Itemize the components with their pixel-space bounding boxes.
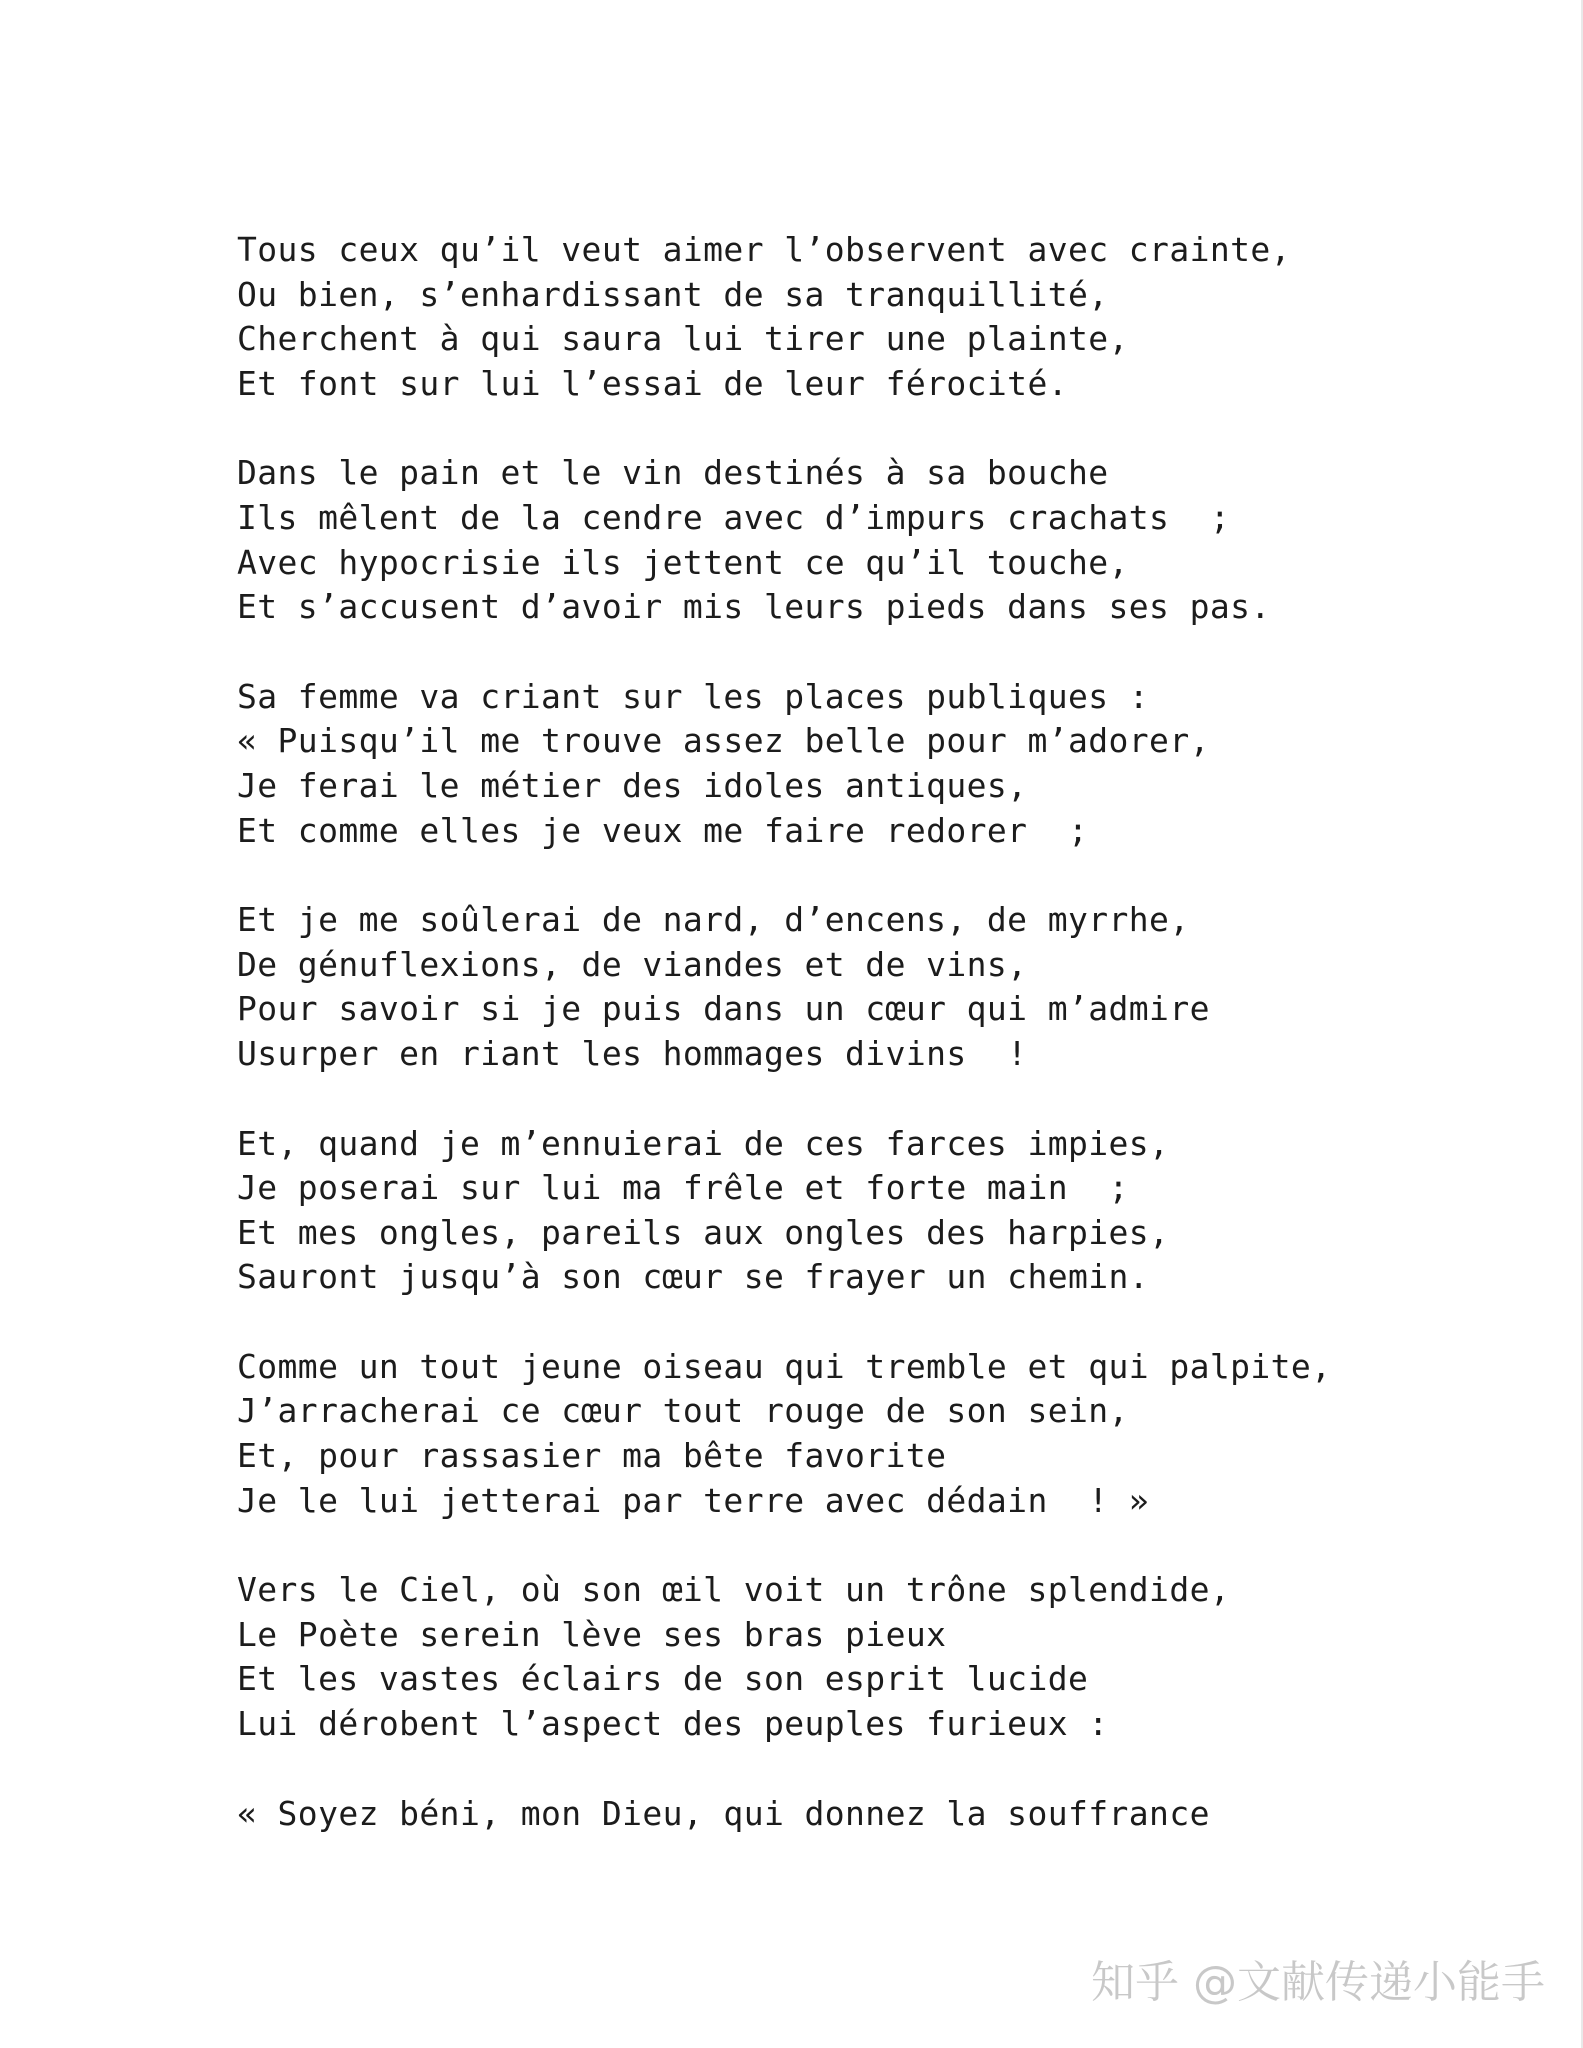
poem-line: Lui dérobent l’aspect des peuples furieux : xyxy=(237,1704,1109,1744)
stanza-2 xyxy=(237,451,1417,629)
poem-line: Avec hypocrisie ils jettent ce qu’il touche, xyxy=(237,542,1129,582)
poem-line: Comme un tout jeune oiseau qui tremble et qui palpite, xyxy=(237,1346,1332,1386)
poem-line: Et je me soûlerai de nard, d’encens, de myrrhe, xyxy=(237,900,1190,940)
stanza-3 xyxy=(237,675,1417,853)
poem-line: Et les vastes éclairs de son esprit lucide xyxy=(237,1659,1089,1699)
poem-text xyxy=(237,228,1417,1881)
poem-line: « Puisqu’il me trouve assez belle pour m’adorer, xyxy=(237,721,1210,761)
poem-line: Usurper en riant les hommages divins ! xyxy=(237,1033,1028,1073)
poem-line: Et comme elles je veux me faire redorer ; xyxy=(237,810,1089,850)
stanza-8 xyxy=(237,1792,1417,1837)
poem-line: Et, pour rassasier ma bête favorite xyxy=(237,1436,947,1476)
poem-line: Et font sur lui l’essai de leur férocité. xyxy=(237,363,1068,403)
poem-line: Sa femme va criant sur les places publiques : xyxy=(237,676,1150,716)
poem-line: « Soyez béni, mon Dieu, qui donnez la souffrance xyxy=(237,1793,1210,1833)
poem-line: Vers le Ciel, où son œil voit un trône splendide, xyxy=(237,1570,1231,1610)
poem-line: De génuflexions, de viandes et de vins, xyxy=(237,944,1028,984)
stanza-4 xyxy=(237,898,1417,1076)
stanza-7 xyxy=(237,1568,1417,1746)
poem-line: Ou bien, s’enhardissant de sa tranquillité, xyxy=(237,274,1109,314)
poem-line: Je ferai le métier des idoles antiques, xyxy=(237,765,1028,805)
zhihu-watermark: 知乎 @文献传递小能手 xyxy=(1091,1957,1545,2008)
poem-line: Et s’accusent d’avoir mis leurs pieds dans ses pas. xyxy=(237,587,1271,627)
stanza-6 xyxy=(237,1345,1417,1523)
poem-line: Je le lui jetterai par terre avec dédain ! » xyxy=(237,1480,1150,1520)
poem-line: Et mes ongles, pareils aux ongles des harpies, xyxy=(237,1212,1170,1252)
poem-line: Je poserai sur lui ma frêle et forte main ; xyxy=(237,1168,1129,1208)
poem-line: J’arracherai ce cœur tout rouge de son sein, xyxy=(237,1391,1129,1431)
poem-line: Cherchent à qui saura lui tirer une plainte, xyxy=(237,319,1129,359)
poem-line: Pour savoir si je puis dans un cœur qui m’admire xyxy=(237,989,1210,1029)
poem-line: Sauront jusqu’à son cœur se frayer un chemin. xyxy=(237,1257,1150,1297)
poem-line: Ils mêlent de la cendre avec d’impurs crachats ; xyxy=(237,497,1231,537)
poem-line: Dans le pain et le vin destinés à sa bouche xyxy=(237,453,1109,493)
poem-line: Tous ceux qu’il veut aimer l’observent avec crainte, xyxy=(237,230,1291,269)
stanza-1 xyxy=(237,228,1417,406)
poem-line: Le Poète serein lève ses bras pieux xyxy=(237,1614,947,1654)
poem-line: Et, quand je m’ennuierai de ces farces impies, xyxy=(237,1123,1170,1163)
stanza-5 xyxy=(237,1122,1417,1300)
